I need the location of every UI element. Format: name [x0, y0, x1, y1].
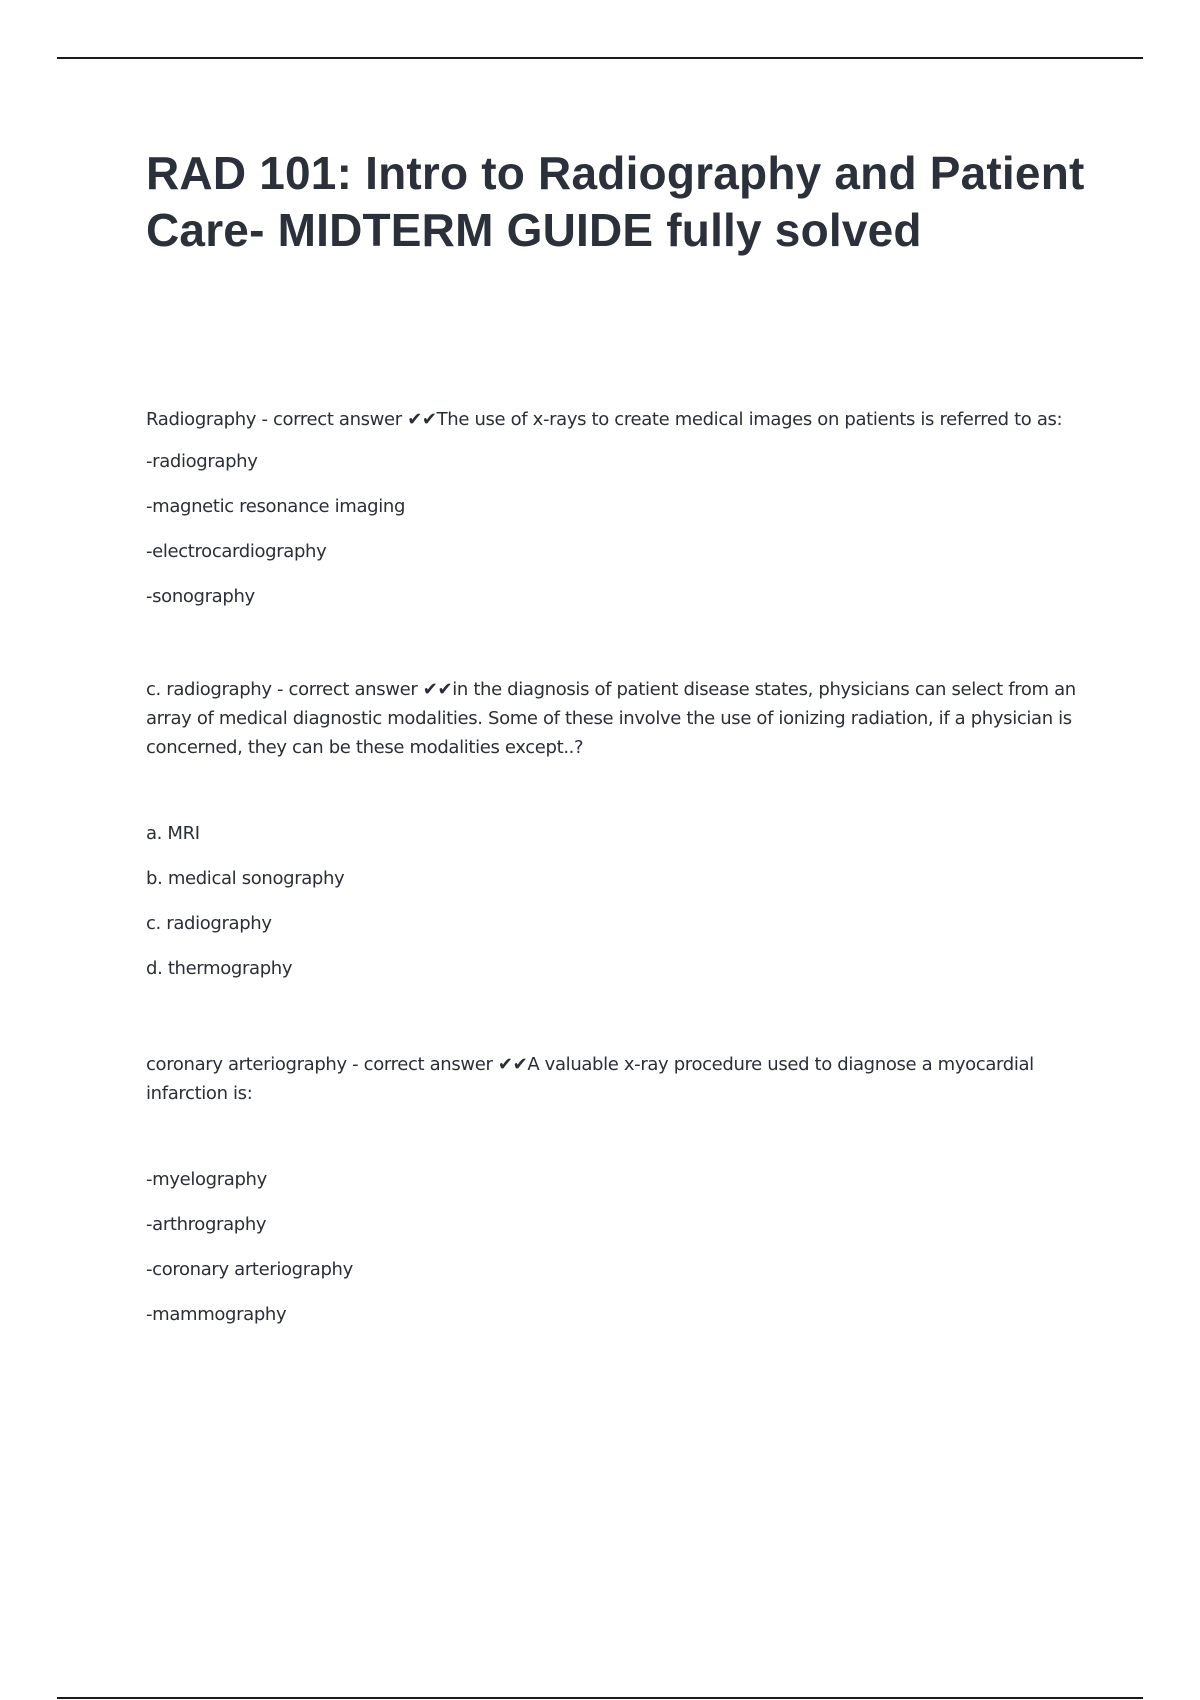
- option-item: a. MRI: [146, 823, 200, 844]
- top-divider: [57, 57, 1143, 59]
- option-item: c. radiography: [146, 913, 272, 934]
- question-text: Radiography - correct answer ✔✔The use of x-rays to create medical images on patients is referred to as:: [146, 409, 1063, 430]
- document-title: RAD 101: Intro to Radiography and Patient Care- MIDTERM GUIDE fully solved: [146, 147, 1085, 256]
- option-item: -arthrography: [146, 1214, 267, 1235]
- bottom-divider: [57, 1697, 1143, 1699]
- option-item: -magnetic resonance imaging: [146, 496, 406, 517]
- option-item: -myelography: [146, 1169, 267, 1190]
- answer-options: [146, 822, 1096, 981]
- question-text: c. radiography - correct answer ✔✔in the diagnosis of patient disease states, physicians can select from an array of medical diagnostic modalities. Some of these involve the use of ionizing radiation, if a physician is concerned, they can be these modalities except..?: [146, 679, 1076, 758]
- question-block-2: [146, 675, 1096, 1002]
- question-block-3: [146, 1050, 1096, 1348]
- option-item: -radiography: [146, 451, 258, 472]
- question-block-1: [146, 405, 1096, 630]
- option-item: -electrocardiography: [146, 541, 327, 562]
- answer-options: [146, 1168, 1096, 1327]
- document-body: [146, 145, 1096, 1325]
- option-item: -mammography: [146, 1304, 287, 1325]
- option-item: b. medical sonography: [146, 868, 345, 889]
- question-text: coronary arteriography - correct answer ✔✔A valuable x-ray procedure used to diagnose a myocardial infarction is:: [146, 1054, 1034, 1104]
- option-item: d. thermography: [146, 958, 293, 979]
- option-item: -sonography: [146, 586, 255, 607]
- option-item: -coronary arteriography: [146, 1259, 353, 1280]
- answer-options: [146, 450, 1096, 609]
